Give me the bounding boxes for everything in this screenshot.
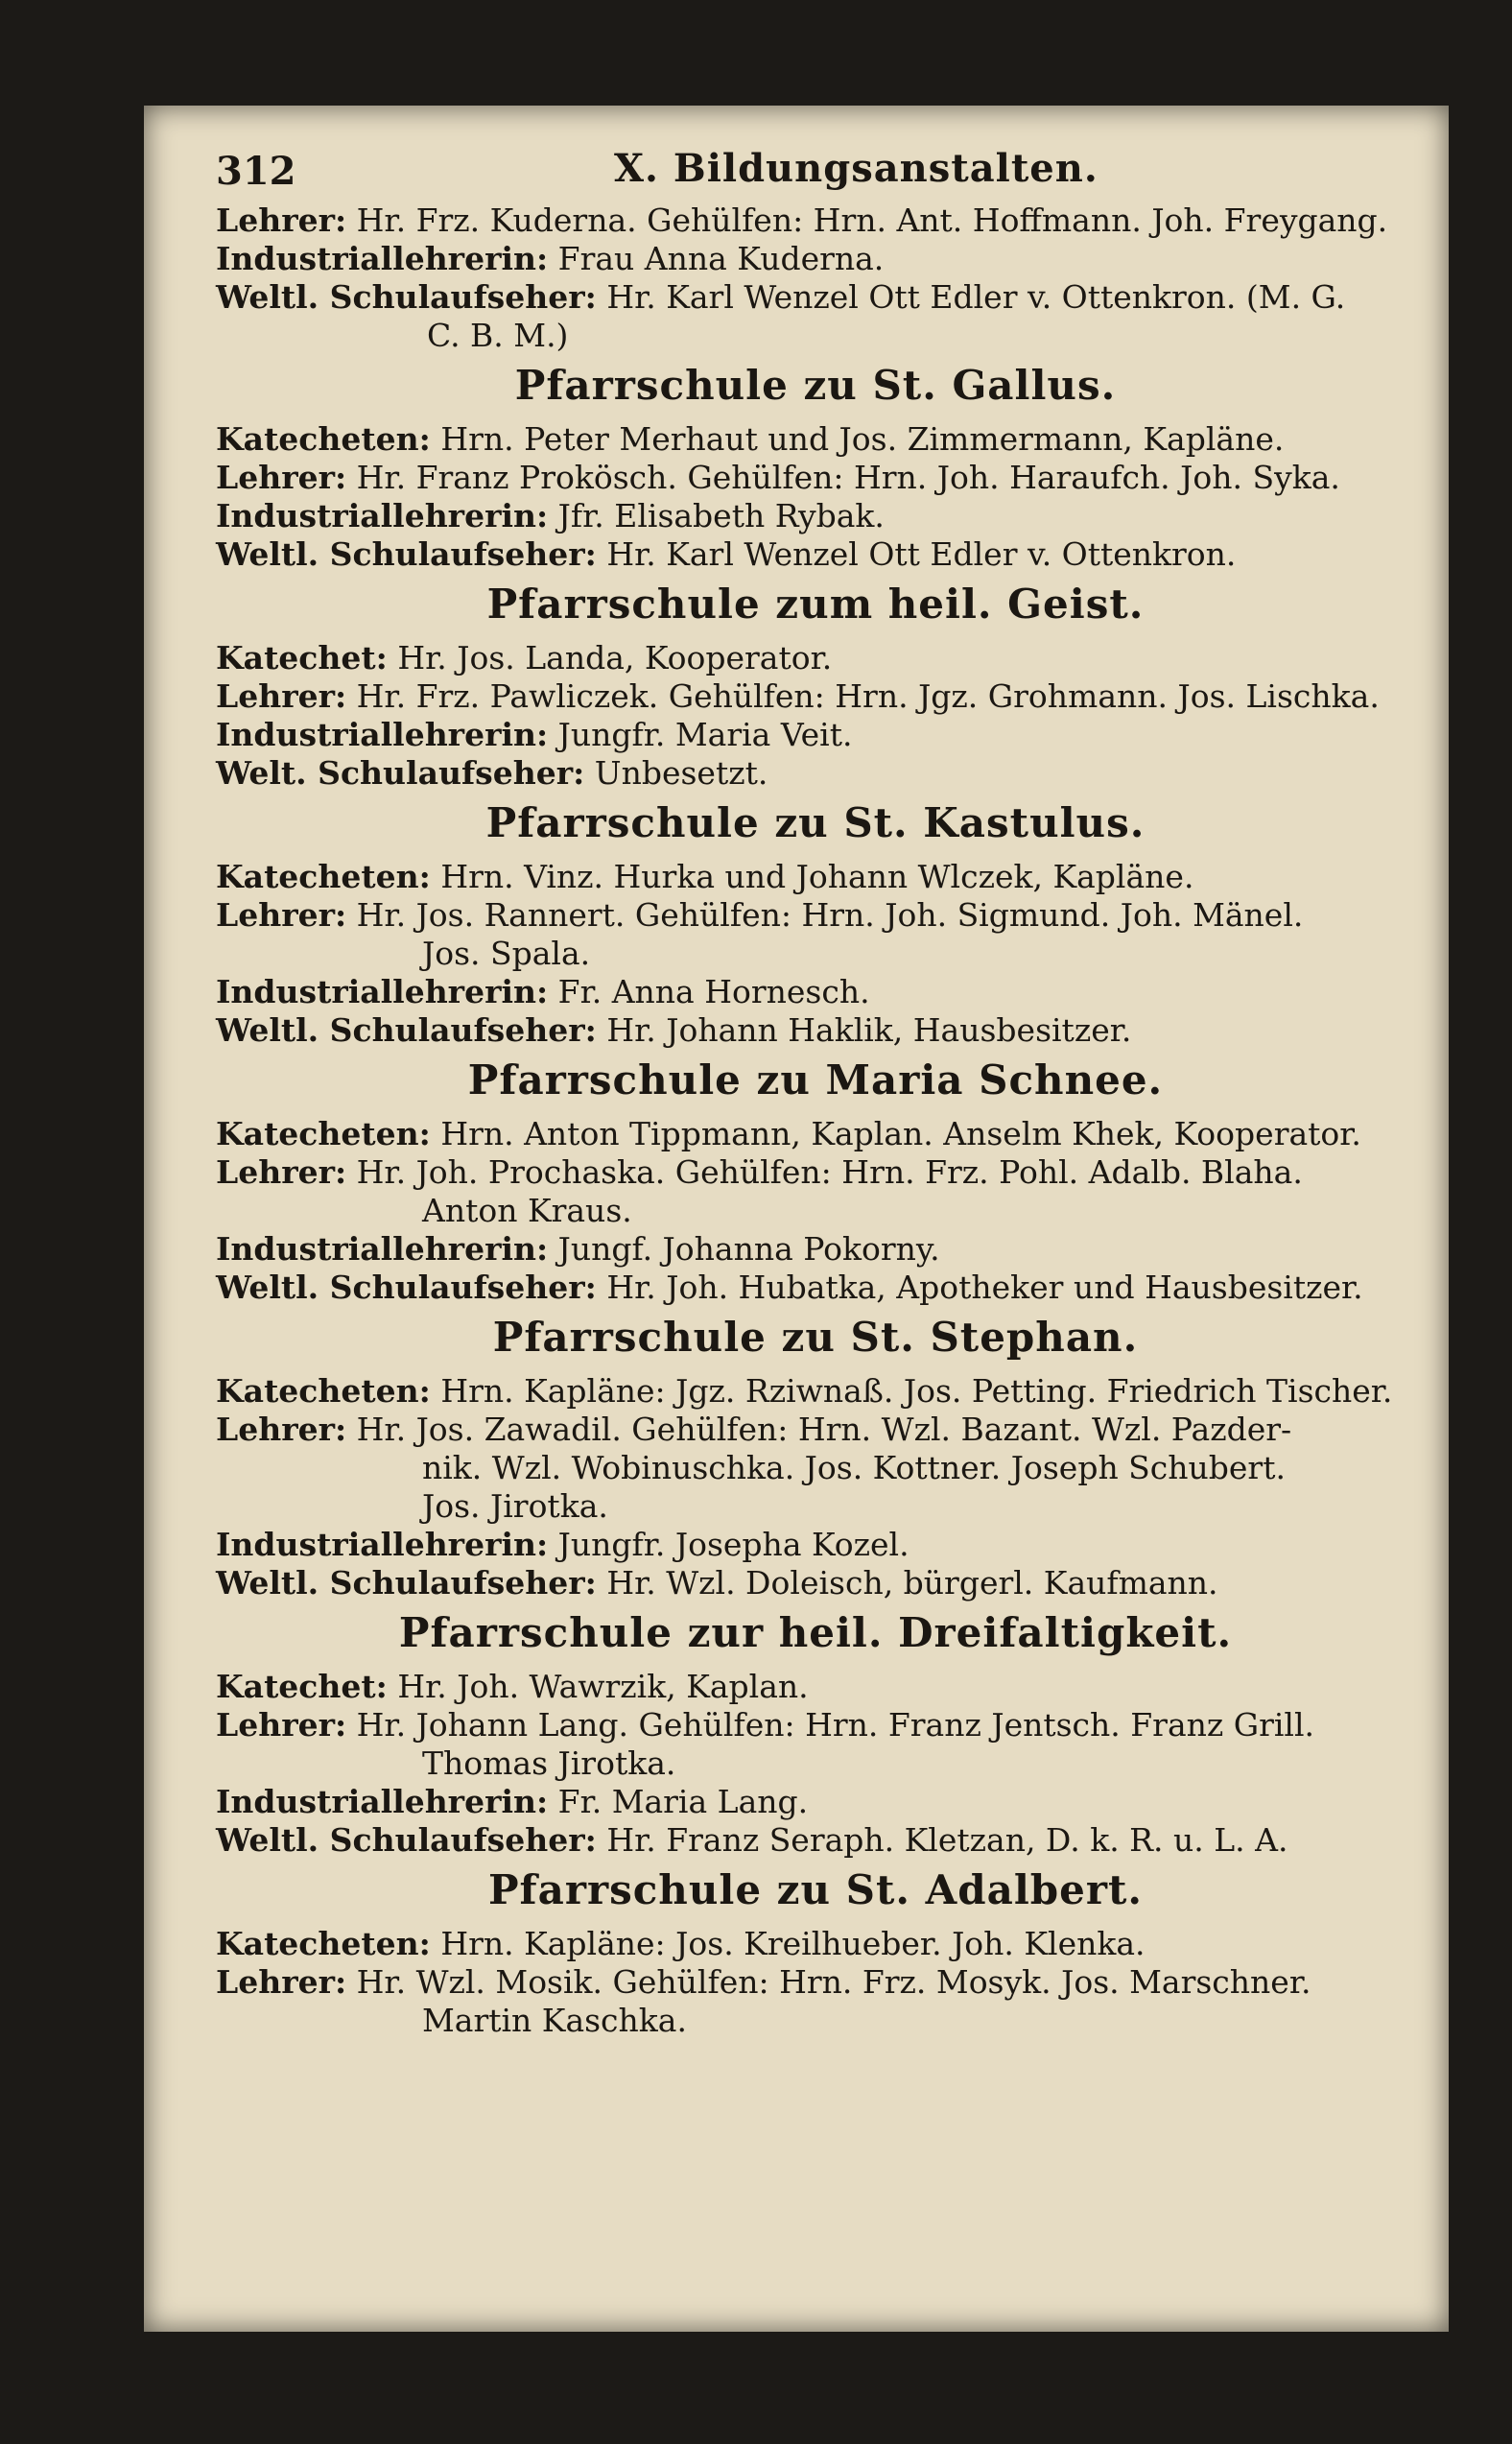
catechist-line: Katecheten: Hrn. Vinz. Hurka und Johann Wlczek, Kapläne.: [216, 858, 1194, 895]
teacher-line: Lehrer: Hr. Frz. Pawliczek. Gehülfen: Hrn. Jgz. Grohmann. Jos. Lischka.: [216, 677, 1380, 715]
section-title-st-stephan: Pfarrschule zu St. Stephan.: [492, 1314, 1139, 1361]
industrial-teacher-line: Industriallehrerin: Jungfr. Maria Veit.: [216, 716, 853, 753]
teacher-continuation-2: Jos. Jirotka.: [422, 1487, 608, 1525]
industrial-teacher-line: Industriallehrerin: Jungf. Johanna Pokorny.: [216, 1230, 940, 1268]
teacher-continuation: Martin Kaschka.: [422, 2002, 687, 2039]
supervisor-line: Weltl. Schulaufseher: Hr. Joh. Hubatka, Apotheker und Hausbesitzer.: [216, 1269, 1363, 1306]
catechist-line: Katechet: Hr. Jos. Landa, Kooperator.: [216, 639, 833, 676]
teacher-continuation: Jos. Spala.: [422, 935, 591, 972]
section-title-dreifaltigkeit: Pfarrschule zur heil. Dreifaltigkeit.: [398, 1609, 1233, 1656]
catechist-line: Katecheten: Hrn. Kapläne: Jgz. Rziwnaß. Jos. Petting. Friedrich Tischer.: [216, 1372, 1393, 1410]
book-page: [144, 106, 1449, 2332]
catechist-line: Katecheten: Hrn. Kapläne: Jos. Kreilhueber. Joh. Klenka.: [216, 1925, 1146, 1962]
section-title-maria-schnee: Pfarrschule zu Maria Schnee.: [467, 1056, 1164, 1103]
intro-supervisor-continuation: C. B. M.): [427, 317, 569, 354]
industrial-teacher-line: Industriallehrerin: Fr. Anna Hornesch.: [216, 973, 870, 1010]
industrial-teacher-line: Industriallehrerin: Jfr. Elisabeth Rybak.: [216, 497, 885, 534]
supervisor-line: Weltl. Schulaufseher: Hr. Karl Wenzel Ott Edler v. Ottenkron.: [216, 535, 1237, 573]
teacher-line: Lehrer: Hr. Joh. Prochaska. Gehülfen: Hrn. Frz. Pohl. Adalb. Blaha.: [216, 1153, 1303, 1191]
supervisor-line: Welt. Schulaufseher: Unbesetzt.: [216, 754, 768, 792]
section-title-st-adalbert: Pfarrschule zu St. Adalbert.: [487, 1866, 1144, 1913]
industrial-teacher-line: Industriallehrerin: Jungfr. Josepha Kozel.: [216, 1526, 910, 1563]
section-title-heil-geist: Pfarrschule zum heil. Geist.: [486, 581, 1145, 628]
teacher-continuation: Thomas Jirotka.: [422, 1744, 676, 1782]
supervisor-line: Weltl. Schulaufseher: Hr. Wzl. Doleisch, bürgerl. Kaufmann.: [216, 1564, 1218, 1602]
supervisor-line: Weltl. Schulaufseher: Hr. Franz Seraph. Kletzan, D. k. R. u. L. A.: [216, 1821, 1288, 1859]
teacher-continuation: nik. Wzl. Wobinuschka. Jos. Kottner. Joseph Schubert.: [422, 1449, 1286, 1486]
teacher-line: Lehrer: Hr. Franz Prokösch. Gehülfen: Hrn. Joh. Haraufch. Joh. Syka.: [216, 459, 1340, 496]
intro-supervisor-line: Weltl. Schulaufseher: Hr. Karl Wenzel Ott Edler v. Ottenkron. (M. G.: [216, 278, 1346, 316]
industrial-teacher-line: Industriallehrerin: Fr. Maria Lang.: [216, 1783, 809, 1820]
intro-industrial-teacher-line: Industriallehrerin: Frau Anna Kuderna.: [216, 240, 885, 277]
page-number: 312: [216, 149, 296, 194]
teacher-line: Lehrer: Hr. Jos. Rannert. Gehülfen: Hrn. Joh. Sigmund. Joh. Mänel.: [216, 896, 1304, 934]
teacher-line: Lehrer: Hr. Jos. Zawadil. Gehülfen: Hrn. Wzl. Bazant. Wzl. Pazder-: [216, 1411, 1292, 1448]
section-title-st-gallus: Pfarrschule zu St. Gallus.: [514, 362, 1117, 409]
running-head: X. Bildungsanstalten.: [614, 146, 1099, 191]
page-body: [216, 202, 1415, 2040]
teacher-continuation: Anton Kraus.: [422, 1192, 632, 1229]
teacher-line: Lehrer: Hr. Johann Lang. Gehülfen: Hrn. Franz Jentsch. Franz Grill.: [216, 1706, 1315, 1744]
catechist-line: Katecheten: Hrn. Anton Tippmann, Kaplan. Anselm Khek, Kooperator.: [216, 1115, 1361, 1152]
section-title-st-kastulus: Pfarrschule zu St. Kastulus.: [485, 799, 1146, 846]
supervisor-line: Weltl. Schulaufseher: Hr. Johann Haklik, Hausbesitzer.: [216, 1011, 1132, 1049]
teacher-line: Lehrer: Hr. Wzl. Mosik. Gehülfen: Hrn. Frz. Mosyk. Jos. Marschner.: [216, 1963, 1311, 2001]
catechist-line: Katecheten: Hrn. Peter Merhaut und Jos. Zimmermann, Kapläne.: [216, 420, 1285, 458]
catechist-line: Katechet: Hr. Joh. Wawrzik, Kaplan.: [216, 1668, 809, 1705]
intro-teacher-line: Lehrer: Hr. Frz. Kuderna. Gehülfen: Hrn. Ant. Hoffmann. Joh. Freygang.: [216, 202, 1388, 239]
